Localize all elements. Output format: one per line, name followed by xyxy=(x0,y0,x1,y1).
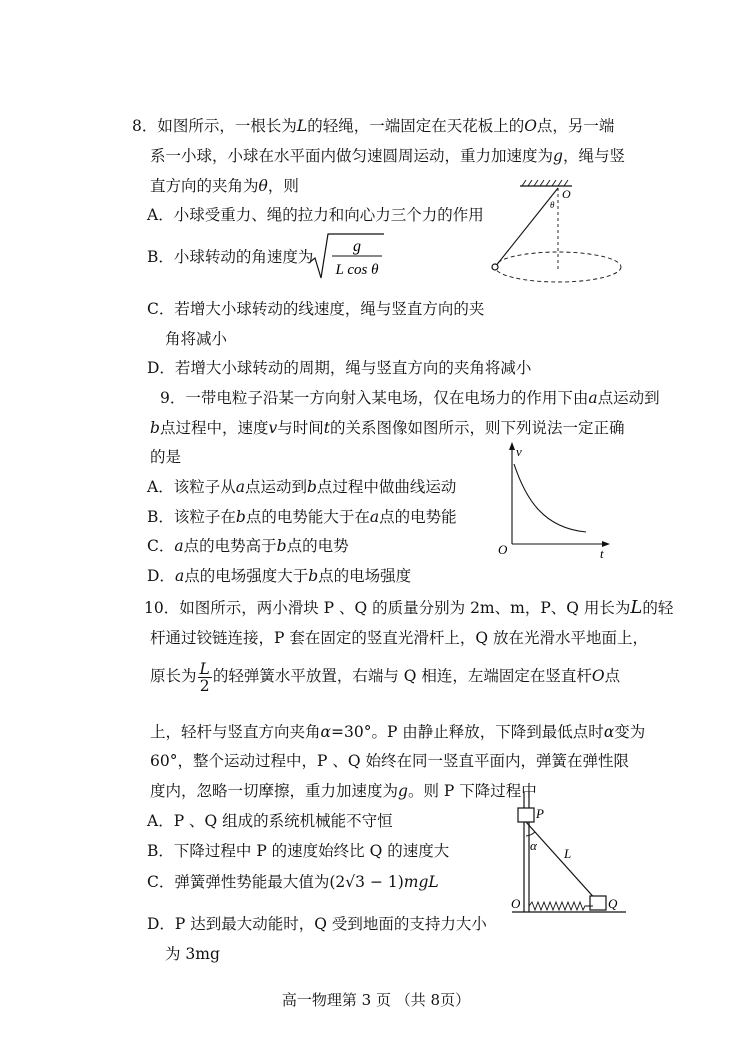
q9-stem-line3: 的是 xyxy=(150,448,182,466)
q10-stem-line2: 杆通过铰链连接，P 套在固定的竖直光滑杆上，Q 放在光滑水平地面上， xyxy=(150,629,648,647)
q8-option-c-line1: C．若增大小球转动的线速度，绳与竖直方向的夹 xyxy=(147,300,485,318)
q9-option-b: B．该粒子在b点的电势能大于在a点的电势能 xyxy=(147,508,457,526)
q9-stem-line2: b点过程中，速度v与时间t的关系图像如图所示，则下列说法一定正确 xyxy=(150,419,625,437)
slider-p xyxy=(518,808,534,822)
spring xyxy=(529,902,593,910)
q8-option-b-formula xyxy=(308,230,388,282)
q9-velocity-time-graph xyxy=(494,440,614,565)
q9-option-d: D．a点的电场强度大于b点的电场强度 xyxy=(147,567,412,585)
q8-formula-numerator: g xyxy=(353,238,361,255)
label-o: O xyxy=(511,896,521,911)
label-l: L xyxy=(564,846,572,861)
ceiling-hatching xyxy=(522,180,568,186)
q8-option-d: D．若增大小球转动的周期，绳与竖直方向的夹角将减小 xyxy=(147,359,532,377)
string-line xyxy=(495,188,558,267)
label-p: P xyxy=(536,806,544,821)
fig-label-o: O xyxy=(562,187,571,201)
q10-stem-line6: 度内，忽略一切摩擦，重力加速度为g。则 P 下降过程中 xyxy=(150,782,537,800)
q10-slider-rod-spring-figure xyxy=(510,790,630,916)
axis-label-v: v xyxy=(516,444,522,459)
page-footer: 高一物理第 3 页 （共 8页） xyxy=(281,991,471,1009)
velocity-curve xyxy=(514,464,586,532)
fig-label-theta: θ xyxy=(550,200,555,210)
axis-label-t: t xyxy=(600,546,604,561)
light-rod xyxy=(526,822,598,902)
q9-stem-line1: 9．一带电粒子沿某一方向射入某电场，仅在电场力的作用下由a点运动到 xyxy=(160,389,660,407)
q10-stem-line3: 原长为 $\frac{L}{2}$ 的轻弹簧水平放置，右端与 Q 相连，左端固定在竖直杆O点 xyxy=(150,659,621,695)
q8-formula-denominator: L cos θ xyxy=(335,262,379,278)
q10-option-a: A．P 、Q 组成的系统机械能不守恒 xyxy=(147,812,393,830)
q10-stem-line5: 60°，整个运动过程中，P 、Q 始终在同一竖直平面内，弹簧在弹性限 xyxy=(150,752,629,770)
q8-option-a: A．小球受重力、绳的拉力和向心力三个力的作用 xyxy=(147,206,484,224)
q8-conical-pendulum-figure xyxy=(484,178,634,290)
q9-option-a: A．该粒子从a点运动到b点过程中做曲线运动 xyxy=(147,478,457,496)
ball xyxy=(492,264,498,270)
q10-option-d-line2: 为 3mg xyxy=(165,945,220,963)
slider-q xyxy=(590,896,606,910)
q8-stem-line1: 8．如图所示，一根长为L的轻绳，一端固定在天花板上的O点，另一端 xyxy=(132,117,615,135)
q8-stem-line2: 系一小球，小球在水平面内做匀速圆周运动，重力加速度为g，绳与竖 xyxy=(150,147,625,165)
q10-stem-line1: 10．如图所示，两小滑块 P 、Q 的质量分别为 2m、m，P、Q 用长为L的轻 xyxy=(144,597,674,618)
q10-option-b: B．下降过程中 P 的速度始终比 Q 的速度大 xyxy=(147,842,450,860)
origin-label: O xyxy=(498,542,508,557)
q8-stem-line3: 直方向的夹角为θ，则 xyxy=(150,177,299,195)
label-alpha: α xyxy=(530,838,537,853)
q10-option-c: C．弹簧弹性势能最大值为(2√3 − 1)mgL xyxy=(147,873,439,891)
q10-stem-line4: 上，轻杆与竖直方向夹角α=30°。P 由静止释放，下降到最低点时α变为 xyxy=(150,723,646,741)
label-q: Q xyxy=(608,896,618,911)
angle-arc xyxy=(526,832,535,836)
q10-option-d-line1: D．P 达到最大动能时，Q 受到地面的支持力大小 xyxy=(147,915,487,933)
q8-option-b-label: B．小球转动的角速度为 xyxy=(147,248,314,266)
q8-option-c-line2: 角将减小 xyxy=(165,330,228,348)
q9-option-c: C．a点的电势高于b点的电势 xyxy=(147,537,349,555)
fraction-l-over-2: $\frac{L}{2}$ xyxy=(199,659,210,695)
